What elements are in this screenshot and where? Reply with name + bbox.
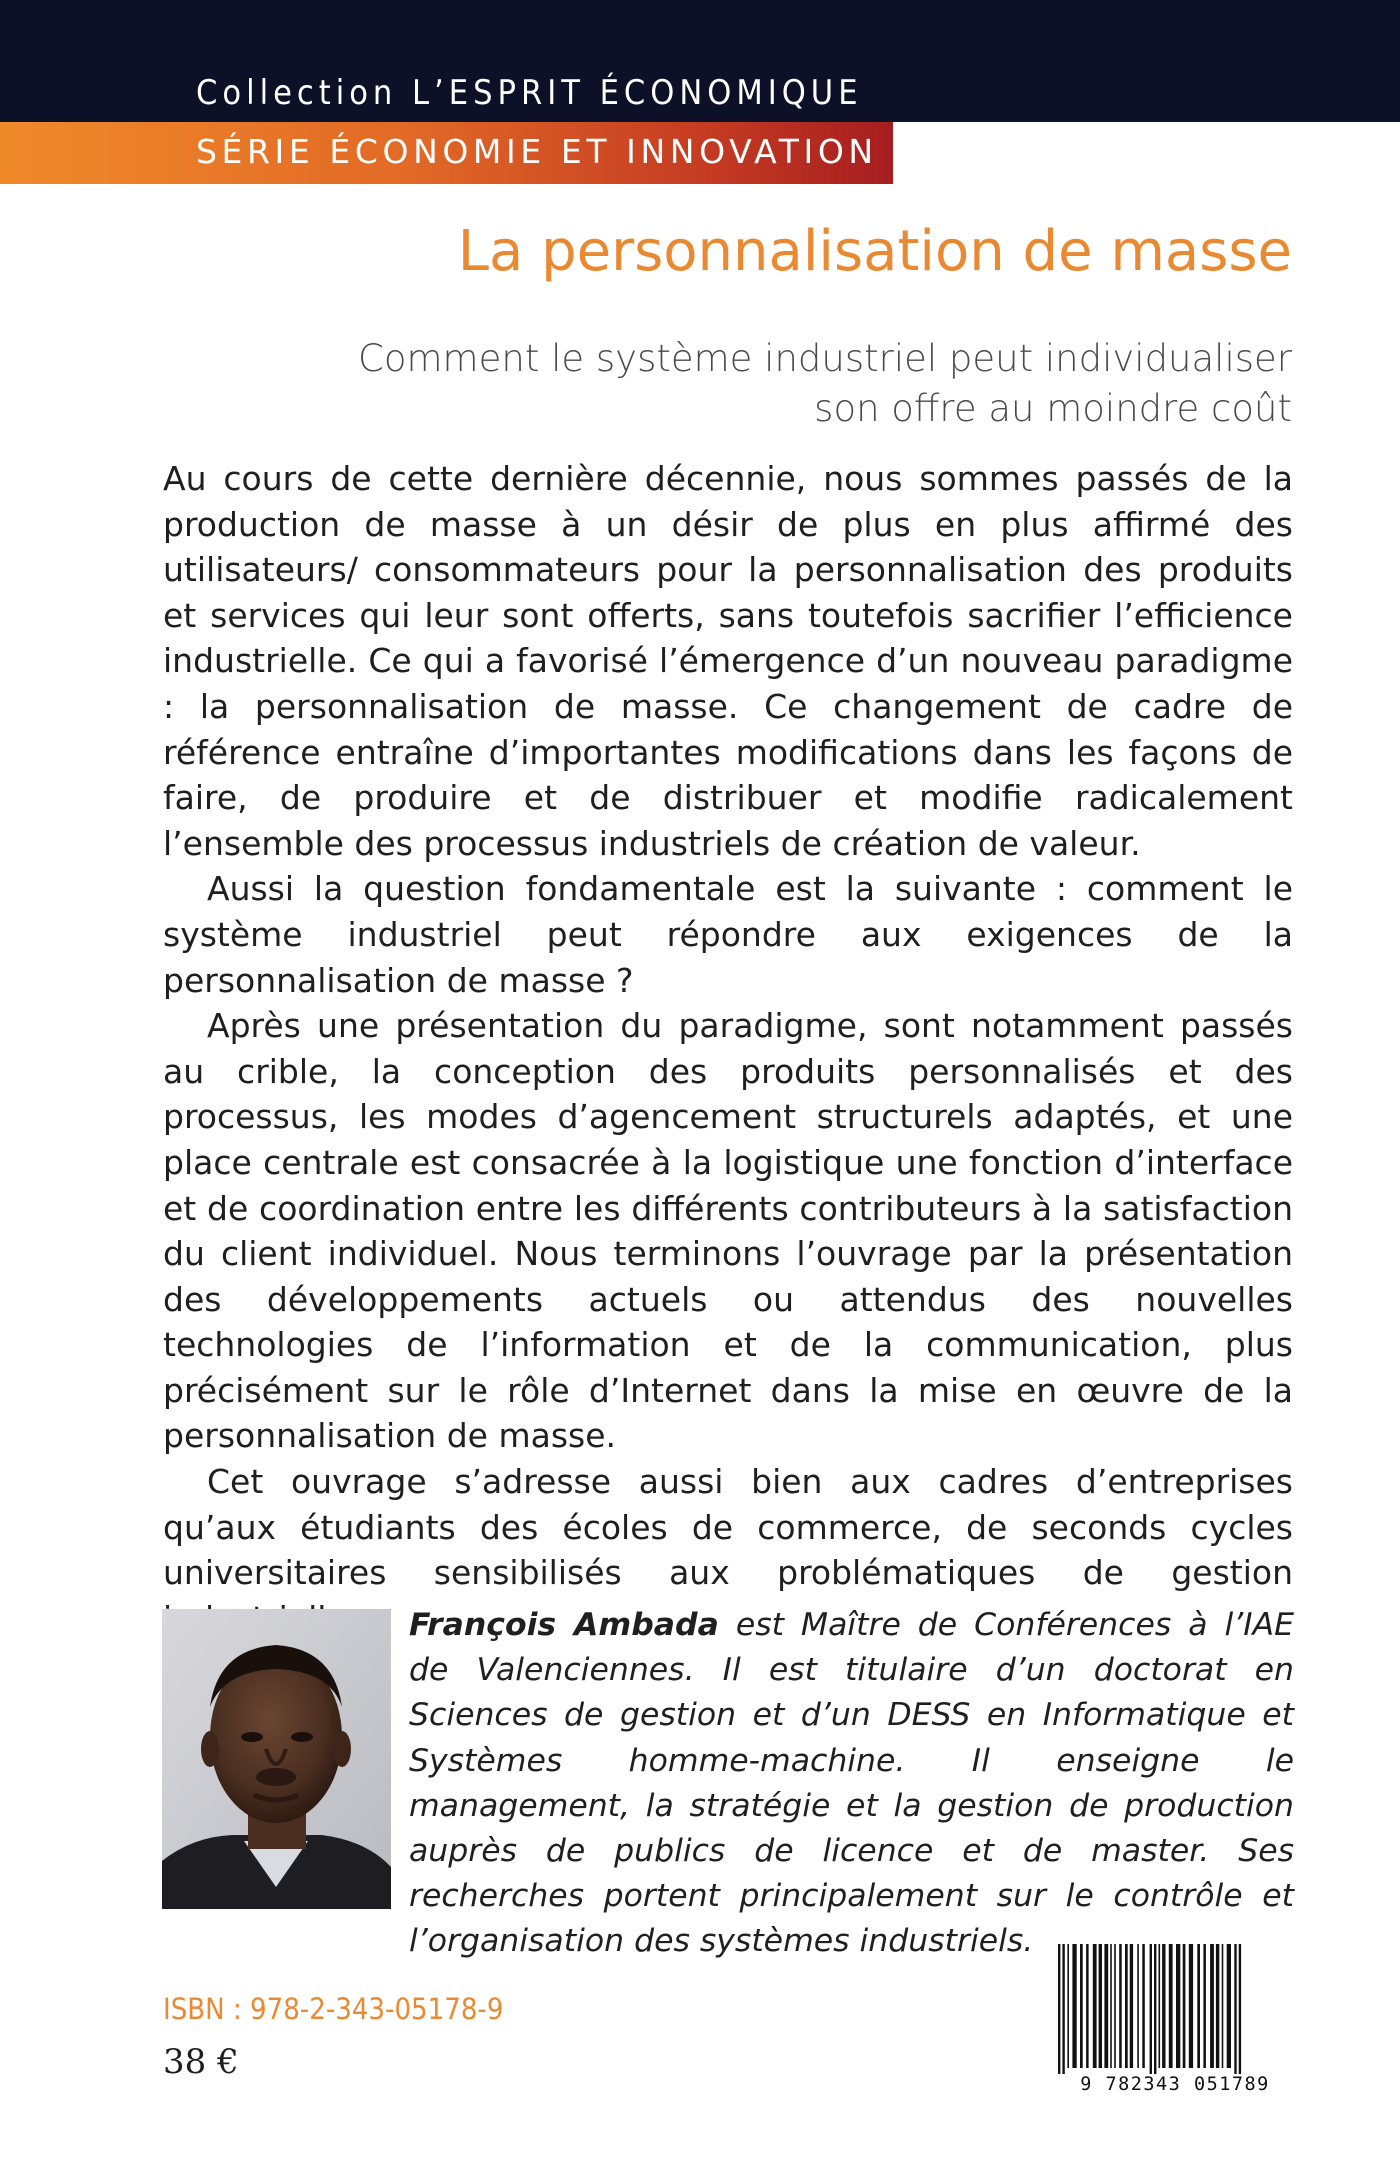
barcode-bar [1099,1944,1102,2068]
author-bio [409,1603,1294,1965]
barcode-bar [1159,1944,1161,2068]
barcode-bar [1183,1944,1186,2068]
barcode-bar [1197,1944,1200,2068]
barcode-bar [1110,1944,1112,2068]
barcode-bar [1216,1944,1219,2068]
series-name: SÉRIE ÉCONOMIE ET INNOVATION [196,132,878,171]
barcode-bar [1162,1944,1165,2068]
price: 38 € [163,2042,239,2082]
barcode-bar [1093,1944,1097,2068]
barcode-bar [1119,1944,1122,2068]
collection-name: Collection L’ESPRIT ÉCONOMIQUE [196,73,863,113]
barcode-bar [1210,1944,1214,2068]
barcode-bar [1176,1944,1180,2068]
summary-paragraph: Cet ouvrage s’adresse aussi bien aux cadres d’entreprises qu’aux étudiants des écoles de commerce, de seconds cycles universitaires sensibilisés aux problématiques de gestion [163,1462,1293,1593]
summary-paragraph: Aussi la question fondamentale est la suivante : comment le système industriel peut répondre aux exigences de la personnalisation de masse ? [163,869,1293,1000]
barcode-bar [1058,1944,1060,2074]
barcode-bar [1142,1944,1145,2068]
barcode-bar [1114,1944,1116,2068]
summary-paragraph: Au cours de cette dernière décennie, nous sommes passés de la production de masse à un désir de plus en plus affirmé des utilisateurs/ consommateurs pour la personnalisation des produits et services qui leur sont offerts, sans toutefois sacrifier l’efficience industrielle. Ce qui a favorisé l’émergence d’un nouveau paradigme : la personnalisation de masse. Ce changement de cadre de référence entraîne d’importantes modifications dans les façons de faire, de produire et de distribuer et modifie radicalement l’ensemble des processus industriels de création de valeur. [163,459,1293,863]
barcode-bar [1125,1944,1128,2068]
subtitle-line-2: son offre au moindre coût [814,387,1292,430]
barcode-bar [1130,1944,1133,2068]
barcode-bar [1189,1944,1193,2068]
barcode-bar [1203,1944,1206,2068]
barcode-bar [1137,1944,1139,2068]
barcode-bar [1222,1944,1224,2068]
barcode-bars [1050,1940,1300,2074]
author-name: François Ambada [409,1607,719,1643]
barcode-bar [1086,1944,1089,2068]
isbn: ISBN : 978-2-343-05178-9 [163,1992,504,2026]
barcode-bar [1067,1944,1069,2068]
barcode-number: 9 782343 051789 [1080,2074,1270,2095]
barcode-bar [1169,1944,1173,2068]
barcode-bar [1234,1944,1236,2074]
barcode-bar [1227,1944,1231,2068]
barcode-bar [1062,1944,1064,2074]
barcode-bar [1072,1944,1076,2068]
subtitle-line-1: Comment le système industriel peut individualiser [358,337,1292,380]
back-cover-summary [163,456,1293,1641]
barcode-bar [1239,1944,1241,2074]
barcode-bar [1154,1944,1156,2074]
summary-paragraph: Après une présentation du paradigme, sont notamment passés au crible, la conception des produits personnalisés et des processus, les modes d’agencement structurels adaptés, et une place centrale est consacrée à la logistique une fonction d’interface et de coordination entre les différents contributeurs à la satisfaction du client individuel. Nous terminons l’ouvrage par la présentation des développements actuels ou attendus des nouvelles technologies de l’information et de la communication, plus précisément sur le rôle d’Internet dans la mise en œuvre de la personnalisation de masse. [163,1006,1293,1456]
barcode-bar [1104,1944,1108,2068]
barcode [1050,1940,1300,2100]
book-title: La personnalisation de masse [457,219,1292,284]
barcode-bar [1150,1944,1152,2074]
author-bio-text: est Maître de Conférences à l’IAE de Valenciennes. Il est titulaire d’un doctorat en Sciences de gestion et d’un DESS en Informatique et Systèmes homme-machine. Il enseigne le management, la stratégie et la gestion de production auprès de publics de licence et de master. Ses recherches portent principalement sur le contrôle et l’organisation des systèmes industriels. [409,1607,1294,1960]
barcode-bar [1080,1944,1083,2068]
collection-band [0,0,1400,122]
series-band [0,122,893,184]
book-subtitle [192,334,1292,434]
author-photo [162,1609,391,1909]
